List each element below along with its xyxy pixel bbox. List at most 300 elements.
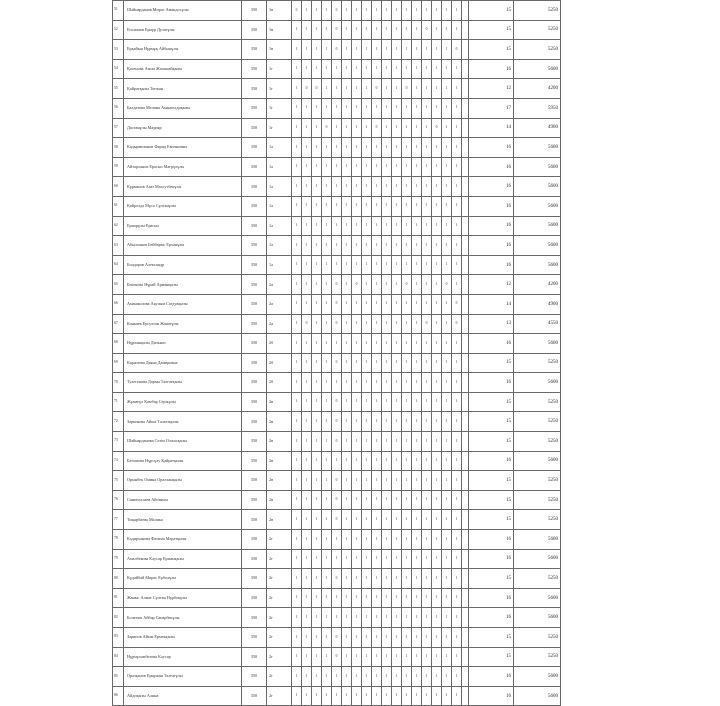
spacer-cell bbox=[462, 236, 469, 256]
attendance-mark-cell: 1 bbox=[452, 98, 462, 118]
attendance-mark-cell: 1 bbox=[342, 667, 352, 687]
attendance-mark-cell: 1 bbox=[342, 98, 352, 118]
attendance-mark-cell: 1 bbox=[382, 98, 392, 118]
row-number-cell: 70 bbox=[113, 373, 124, 393]
amount-cell: 5600 bbox=[514, 608, 561, 628]
attendance-mark-cell: 1 bbox=[402, 157, 412, 177]
attendance-mark-cell: 1 bbox=[382, 157, 392, 177]
attendance-mark-cell: 1 bbox=[432, 236, 442, 256]
attendance-mark-cell: 1 bbox=[352, 177, 362, 197]
attendance-mark-cell: 1 bbox=[312, 236, 322, 256]
attendance-mark-cell: 1 bbox=[422, 412, 432, 432]
attendance-mark-cell: 1 bbox=[392, 334, 402, 354]
spacer-cell bbox=[462, 157, 469, 177]
attendance-mark-cell: 1 bbox=[342, 59, 352, 79]
hours-cell: 350 bbox=[242, 451, 267, 471]
attendance-mark-cell: 1 bbox=[292, 255, 302, 275]
attendance-mark-cell: 1 bbox=[302, 353, 312, 373]
student-name-cell: Айдоқызы Алина bbox=[124, 686, 242, 706]
attendance-mark-cell: 0 bbox=[332, 647, 342, 667]
hours-cell: 350 bbox=[242, 20, 267, 40]
hours-cell: 350 bbox=[242, 98, 267, 118]
hours-cell: 350 bbox=[242, 40, 267, 60]
attendance-table bbox=[112, 0, 561, 706]
attendance-mark-cell: 1 bbox=[412, 569, 422, 589]
grade-cell: 2б bbox=[267, 353, 292, 373]
attendance-mark-cell: 1 bbox=[402, 216, 412, 236]
attendance-mark-cell: 0 bbox=[372, 79, 382, 99]
attendance-mark-cell: 1 bbox=[362, 392, 372, 412]
attendance-mark-cell: 1 bbox=[372, 628, 382, 648]
attendance-mark-cell: 1 bbox=[342, 138, 352, 158]
attendance-mark-cell: 1 bbox=[402, 530, 412, 550]
hours-cell: 350 bbox=[242, 392, 267, 412]
attendance-mark-cell: 1 bbox=[312, 334, 322, 354]
attendance-mark-cell: 1 bbox=[392, 157, 402, 177]
attendance-mark-cell: 1 bbox=[432, 686, 442, 706]
attendance-mark-cell: 1 bbox=[342, 686, 352, 706]
hours-cell: 350 bbox=[242, 608, 267, 628]
attendance-mark-cell: 1 bbox=[292, 451, 302, 471]
attendance-mark-cell: 1 bbox=[412, 314, 422, 334]
grade-cell: 1в bbox=[267, 1, 292, 21]
attendance-mark-cell: 1 bbox=[322, 628, 332, 648]
attendance-mark-cell: 1 bbox=[362, 549, 372, 569]
attendance-mark-cell: 1 bbox=[302, 530, 312, 550]
grade-cell: 2в bbox=[267, 412, 292, 432]
attendance-mark-cell: 0 bbox=[352, 275, 362, 295]
attendance-mark-cell: 1 bbox=[342, 490, 352, 510]
attendance-mark-cell: 1 bbox=[382, 530, 392, 550]
table-row bbox=[113, 628, 561, 648]
spacer-cell bbox=[462, 255, 469, 275]
days-total-cell: 16 bbox=[469, 59, 514, 79]
grade-cell: 2в bbox=[267, 451, 292, 471]
attendance-mark-cell: 1 bbox=[352, 138, 362, 158]
attendance-mark-cell: 1 bbox=[452, 196, 462, 216]
attendance-mark-cell: 1 bbox=[292, 157, 302, 177]
attendance-mark-cell: 0 bbox=[452, 40, 462, 60]
hours-cell: 350 bbox=[242, 530, 267, 550]
attendance-mark-cell: 1 bbox=[412, 588, 422, 608]
attendance-mark-cell: 1 bbox=[362, 490, 372, 510]
spacer-cell bbox=[462, 216, 469, 236]
table-row bbox=[113, 118, 561, 138]
grade-cell: 2г bbox=[267, 549, 292, 569]
attendance-mark-cell: 1 bbox=[412, 432, 422, 452]
row-number-cell: 66 bbox=[113, 294, 124, 314]
attendance-mark-cell: 1 bbox=[322, 569, 332, 589]
attendance-mark-cell: 1 bbox=[292, 20, 302, 40]
attendance-mark-cell: 1 bbox=[452, 373, 462, 393]
attendance-mark-cell: 1 bbox=[392, 294, 402, 314]
attendance-mark-cell: 1 bbox=[342, 118, 352, 138]
attendance-mark-cell: 1 bbox=[382, 412, 392, 432]
attendance-mark-cell: 0 bbox=[332, 20, 342, 40]
table-row bbox=[113, 471, 561, 491]
row-number-cell: 60 bbox=[113, 177, 124, 197]
attendance-mark-cell: 1 bbox=[412, 236, 422, 256]
attendance-mark-cell: 1 bbox=[312, 432, 322, 452]
hours-cell: 350 bbox=[242, 1, 267, 21]
attendance-mark-cell: 0 bbox=[422, 314, 432, 334]
attendance-mark-cell: 1 bbox=[422, 667, 432, 687]
attendance-mark-cell: 1 bbox=[342, 549, 352, 569]
attendance-mark-cell: 1 bbox=[422, 490, 432, 510]
attendance-mark-cell: 1 bbox=[292, 667, 302, 687]
amount-cell: 5600 bbox=[514, 236, 561, 256]
grade-cell: 2г bbox=[267, 588, 292, 608]
attendance-mark-cell: 1 bbox=[352, 40, 362, 60]
attendance-mark-cell: 1 bbox=[382, 59, 392, 79]
attendance-mark-cell: 1 bbox=[452, 667, 462, 687]
attendance-mark-cell: 1 bbox=[442, 255, 452, 275]
attendance-mark-cell: 0 bbox=[332, 353, 342, 373]
attendance-mark-cell: 1 bbox=[352, 451, 362, 471]
attendance-mark-cell: 1 bbox=[292, 138, 302, 158]
attendance-mark-cell: 1 bbox=[422, 275, 432, 295]
student-name-cell: Тоқырбаева Малика bbox=[124, 510, 242, 530]
spacer-cell bbox=[462, 549, 469, 569]
amount-cell: 5250 bbox=[514, 1, 561, 21]
row-number-cell: 67 bbox=[113, 314, 124, 334]
attendance-mark-cell: 1 bbox=[422, 451, 432, 471]
attendance-mark-cell: 1 bbox=[452, 138, 462, 158]
attendance-mark-cell: 1 bbox=[342, 373, 352, 393]
attendance-mark-cell: 0 bbox=[442, 275, 452, 295]
row-number-cell: 81 bbox=[113, 588, 124, 608]
table-row bbox=[113, 79, 561, 99]
grade-cell: 1г bbox=[267, 79, 292, 99]
attendance-mark-cell: 1 bbox=[362, 471, 372, 491]
attendance-mark-cell: 1 bbox=[422, 196, 432, 216]
attendance-mark-cell: 1 bbox=[332, 177, 342, 197]
attendance-mark-cell: 1 bbox=[302, 138, 312, 158]
attendance-mark-cell: 0 bbox=[332, 569, 342, 589]
row-number-cell: 84 bbox=[113, 647, 124, 667]
attendance-mark-cell: 1 bbox=[342, 216, 352, 236]
attendance-mark-cell: 1 bbox=[432, 588, 442, 608]
attendance-mark-cell: 1 bbox=[332, 79, 342, 99]
attendance-mark-cell: 1 bbox=[302, 392, 312, 412]
hours-cell: 350 bbox=[242, 334, 267, 354]
attendance-mark-cell: 1 bbox=[392, 118, 402, 138]
table-row bbox=[113, 490, 561, 510]
attendance-mark-cell: 1 bbox=[412, 392, 422, 412]
attendance-mark-cell: 1 bbox=[292, 294, 302, 314]
attendance-mark-cell: 1 bbox=[362, 40, 372, 60]
attendance-mark-cell: 1 bbox=[432, 216, 442, 236]
attendance-mark-cell: 1 bbox=[292, 98, 302, 118]
attendance-mark-cell: 1 bbox=[392, 667, 402, 687]
table-row bbox=[113, 216, 561, 236]
table-row bbox=[113, 138, 561, 158]
row-number-cell: 73 bbox=[113, 432, 124, 452]
attendance-mark-cell: 1 bbox=[442, 686, 452, 706]
attendance-mark-cell: 1 bbox=[352, 118, 362, 138]
attendance-mark-cell: 1 bbox=[442, 98, 452, 118]
attendance-mark-cell: 1 bbox=[312, 314, 322, 334]
amount-cell: 5250 bbox=[514, 392, 561, 412]
attendance-mark-cell: 1 bbox=[292, 177, 302, 197]
attendance-mark-cell: 0 bbox=[452, 314, 462, 334]
grade-cell: 2в bbox=[267, 490, 292, 510]
attendance-mark-cell: 1 bbox=[442, 79, 452, 99]
attendance-mark-cell: 1 bbox=[322, 530, 332, 550]
attendance-mark-cell: 1 bbox=[382, 275, 392, 295]
attendance-mark-cell: 1 bbox=[352, 20, 362, 40]
attendance-mark-cell: 1 bbox=[342, 157, 352, 177]
attendance-mark-cell: 1 bbox=[342, 177, 352, 197]
row-number-cell: 72 bbox=[113, 412, 124, 432]
attendance-mark-cell: 1 bbox=[302, 294, 312, 314]
attendance-mark-cell: 1 bbox=[372, 20, 382, 40]
attendance-mark-cell: 1 bbox=[372, 667, 382, 687]
attendance-mark-cell: 0 bbox=[302, 79, 312, 99]
attendance-mark-cell: 1 bbox=[392, 1, 402, 21]
attendance-mark-cell: 1 bbox=[432, 157, 442, 177]
attendance-mark-cell: 1 bbox=[422, 647, 432, 667]
attendance-mark-cell: 1 bbox=[292, 275, 302, 295]
attendance-mark-cell: 1 bbox=[372, 588, 382, 608]
attendance-mark-cell: 1 bbox=[352, 373, 362, 393]
attendance-mark-cell: 1 bbox=[352, 157, 362, 177]
attendance-mark-cell: 1 bbox=[392, 20, 402, 40]
attendance-mark-cell: 1 bbox=[402, 118, 412, 138]
attendance-mark-cell: 1 bbox=[392, 275, 402, 295]
attendance-mark-cell: 1 bbox=[452, 686, 462, 706]
attendance-mark-cell: 1 bbox=[352, 628, 362, 648]
hours-cell: 350 bbox=[242, 588, 267, 608]
attendance-mark-cell: 1 bbox=[392, 569, 402, 589]
attendance-mark-cell: 1 bbox=[312, 451, 322, 471]
attendance-mark-cell: 1 bbox=[442, 1, 452, 21]
attendance-mark-cell: 1 bbox=[322, 432, 332, 452]
attendance-mark-cell: 1 bbox=[372, 686, 382, 706]
attendance-mark-cell: 1 bbox=[452, 392, 462, 412]
attendance-mark-cell: 0 bbox=[292, 1, 302, 21]
amount-cell: 5600 bbox=[514, 667, 561, 687]
amount-cell: 5600 bbox=[514, 216, 561, 236]
row-number-cell: 77 bbox=[113, 510, 124, 530]
row-number-cell: 80 bbox=[113, 569, 124, 589]
attendance-mark-cell: 1 bbox=[352, 471, 362, 491]
grade-cell: 2а bbox=[267, 275, 292, 295]
attendance-mark-cell: 1 bbox=[352, 79, 362, 99]
attendance-mark-cell: 1 bbox=[442, 196, 452, 216]
attendance-mark-cell: 1 bbox=[452, 510, 462, 530]
student-name-cell: Нұрланқызы Дильназ bbox=[124, 334, 242, 354]
attendance-mark-cell: 1 bbox=[292, 196, 302, 216]
attendance-mark-cell: 1 bbox=[442, 471, 452, 491]
attendance-mark-cell: 1 bbox=[442, 392, 452, 412]
attendance-mark-cell: 1 bbox=[382, 569, 392, 589]
attendance-mark-cell: 1 bbox=[442, 20, 452, 40]
attendance-mark-cell: 1 bbox=[372, 490, 382, 510]
days-total-cell: 15 bbox=[469, 490, 514, 510]
attendance-mark-cell: 1 bbox=[312, 628, 322, 648]
attendance-mark-cell: 1 bbox=[392, 236, 402, 256]
row-number-cell: 76 bbox=[113, 490, 124, 510]
grade-cell: 1ә bbox=[267, 216, 292, 236]
attendance-mark-cell: 1 bbox=[452, 20, 462, 40]
hours-cell: 350 bbox=[242, 216, 267, 236]
spacer-cell bbox=[462, 40, 469, 60]
attendance-mark-cell: 1 bbox=[392, 647, 402, 667]
attendance-mark-cell: 1 bbox=[452, 569, 462, 589]
attendance-mark-cell: 1 bbox=[332, 667, 342, 687]
attendance-mark-cell: 1 bbox=[392, 79, 402, 99]
attendance-mark-cell: 1 bbox=[412, 79, 422, 99]
days-total-cell: 16 bbox=[469, 157, 514, 177]
attendance-mark-cell: 1 bbox=[452, 177, 462, 197]
attendance-mark-cell: 1 bbox=[432, 432, 442, 452]
spacer-cell bbox=[462, 451, 469, 471]
attendance-mark-cell: 1 bbox=[332, 549, 342, 569]
attendance-mark-cell: 1 bbox=[322, 98, 332, 118]
spacer-cell bbox=[462, 373, 469, 393]
attendance-mark-cell: 1 bbox=[382, 373, 392, 393]
attendance-mark-cell: 1 bbox=[452, 118, 462, 138]
attendance-mark-cell: 1 bbox=[372, 471, 382, 491]
grade-cell: 2г bbox=[267, 647, 292, 667]
row-number-cell: 61 bbox=[113, 196, 124, 216]
attendance-mark-cell: 1 bbox=[352, 647, 362, 667]
hours-cell: 350 bbox=[242, 275, 267, 295]
spacer-cell bbox=[462, 59, 469, 79]
attendance-mark-cell: 1 bbox=[302, 686, 312, 706]
attendance-mark-cell: 1 bbox=[372, 216, 382, 236]
attendance-mark-cell: 0 bbox=[332, 490, 342, 510]
days-total-cell: 15 bbox=[469, 647, 514, 667]
attendance-mark-cell: 0 bbox=[312, 79, 322, 99]
attendance-mark-cell: 1 bbox=[402, 412, 412, 432]
student-name-cell: Айтарханов Ерасыл Мағрұлұлы bbox=[124, 157, 242, 177]
attendance-mark-cell: 1 bbox=[412, 490, 422, 510]
attendance-mark-cell: 1 bbox=[362, 216, 372, 236]
table-row bbox=[113, 412, 561, 432]
attendance-mark-cell: 1 bbox=[432, 59, 442, 79]
attendance-mark-cell: 1 bbox=[292, 569, 302, 589]
attendance-mark-cell: 1 bbox=[362, 373, 372, 393]
hours-cell: 350 bbox=[242, 157, 267, 177]
attendance-mark-cell: 1 bbox=[292, 79, 302, 99]
attendance-mark-cell: 1 bbox=[322, 549, 332, 569]
attendance-mark-cell: 1 bbox=[312, 255, 322, 275]
attendance-mark-cell: 1 bbox=[322, 294, 332, 314]
attendance-mark-cell: 1 bbox=[362, 412, 372, 432]
days-total-cell: 16 bbox=[469, 530, 514, 550]
attendance-mark-cell: 1 bbox=[412, 471, 422, 491]
attendance-mark-cell: 1 bbox=[302, 196, 312, 216]
row-number-cell: 68 bbox=[113, 334, 124, 354]
spacer-cell bbox=[462, 569, 469, 589]
spacer-cell bbox=[462, 138, 469, 158]
attendance-mark-cell: 1 bbox=[322, 20, 332, 40]
attendance-mark-cell: 1 bbox=[402, 314, 412, 334]
attendance-mark-cell: 0 bbox=[372, 118, 382, 138]
attendance-mark-cell: 1 bbox=[422, 177, 432, 197]
amount-cell: 5600 bbox=[514, 255, 561, 275]
attendance-mark-cell: 1 bbox=[362, 647, 372, 667]
attendance-mark-cell: 1 bbox=[392, 510, 402, 530]
attendance-mark-cell: 1 bbox=[292, 392, 302, 412]
days-total-cell: 15 bbox=[469, 628, 514, 648]
days-total-cell: 15 bbox=[469, 392, 514, 412]
attendance-mark-cell: 1 bbox=[412, 20, 422, 40]
student-name-cell: Баташова Нұрсұлу Қайратқызы bbox=[124, 451, 242, 471]
attendance-mark-cell: 1 bbox=[422, 608, 432, 628]
attendance-mark-cell: 1 bbox=[302, 490, 312, 510]
attendance-mark-cell: 1 bbox=[412, 59, 422, 79]
attendance-mark-cell: 1 bbox=[392, 216, 402, 236]
attendance-mark-cell: 1 bbox=[342, 353, 352, 373]
amount-cell: 5600 bbox=[514, 138, 561, 158]
spacer-cell bbox=[462, 647, 469, 667]
attendance-mark-cell: 1 bbox=[322, 236, 332, 256]
attendance-mark-cell: 1 bbox=[412, 196, 422, 216]
attendance-mark-cell: 1 bbox=[332, 530, 342, 550]
attendance-mark-cell: 1 bbox=[302, 275, 312, 295]
days-total-cell: 16 bbox=[469, 549, 514, 569]
attendance-mark-cell: 1 bbox=[382, 20, 392, 40]
attendance-mark-cell: 1 bbox=[432, 510, 442, 530]
attendance-mark-cell: 1 bbox=[392, 530, 402, 550]
attendance-mark-cell: 1 bbox=[322, 412, 332, 432]
attendance-mark-cell: 1 bbox=[432, 353, 442, 373]
attendance-mark-cell: 1 bbox=[372, 392, 382, 412]
attendance-mark-cell: 1 bbox=[452, 255, 462, 275]
attendance-mark-cell: 1 bbox=[302, 236, 312, 256]
attendance-mark-cell: 1 bbox=[362, 628, 372, 648]
attendance-mark-cell: 1 bbox=[372, 549, 382, 569]
attendance-mark-cell: 1 bbox=[392, 451, 402, 471]
attendance-mark-cell: 1 bbox=[402, 432, 412, 452]
attendance-mark-cell: 1 bbox=[322, 79, 332, 99]
student-name-cell: Қайратқызы Тоғжан bbox=[124, 79, 242, 99]
attendance-mark-cell: 1 bbox=[362, 118, 372, 138]
row-number-cell: 54 bbox=[113, 59, 124, 79]
attendance-mark-cell: 1 bbox=[372, 1, 382, 21]
grade-cell: 2г bbox=[267, 569, 292, 589]
days-total-cell: 16 bbox=[469, 236, 514, 256]
attendance-mark-cell: 1 bbox=[402, 236, 412, 256]
attendance-mark-cell: 1 bbox=[292, 608, 302, 628]
grade-cell: 1ә bbox=[267, 236, 292, 256]
row-number-cell: 53 bbox=[113, 40, 124, 60]
attendance-mark-cell: 1 bbox=[442, 236, 452, 256]
attendance-mark-cell: 0 bbox=[332, 628, 342, 648]
attendance-mark-cell: 1 bbox=[322, 588, 332, 608]
table-row bbox=[113, 59, 561, 79]
table-row bbox=[113, 569, 561, 589]
attendance-mark-cell: 1 bbox=[372, 98, 382, 118]
attendance-mark-cell: 1 bbox=[312, 275, 322, 295]
spacer-cell bbox=[462, 98, 469, 118]
student-name-cell: Ерқайын Нұрмұқ Айбынұлы bbox=[124, 40, 242, 60]
grade-cell: 2в bbox=[267, 392, 292, 412]
attendance-mark-cell: 1 bbox=[342, 294, 352, 314]
spacer-cell bbox=[462, 432, 469, 452]
attendance-mark-cell: 1 bbox=[302, 59, 312, 79]
attendance-mark-cell: 1 bbox=[352, 255, 362, 275]
attendance-mark-cell: 1 bbox=[402, 353, 412, 373]
grade-cell: 2г bbox=[267, 608, 292, 628]
attendance-mark-cell: 1 bbox=[362, 196, 372, 216]
attendance-mark-cell: 1 bbox=[302, 432, 312, 452]
grade-cell: 2а bbox=[267, 314, 292, 334]
student-name-cell: Самиғоллаев Айганым bbox=[124, 490, 242, 510]
